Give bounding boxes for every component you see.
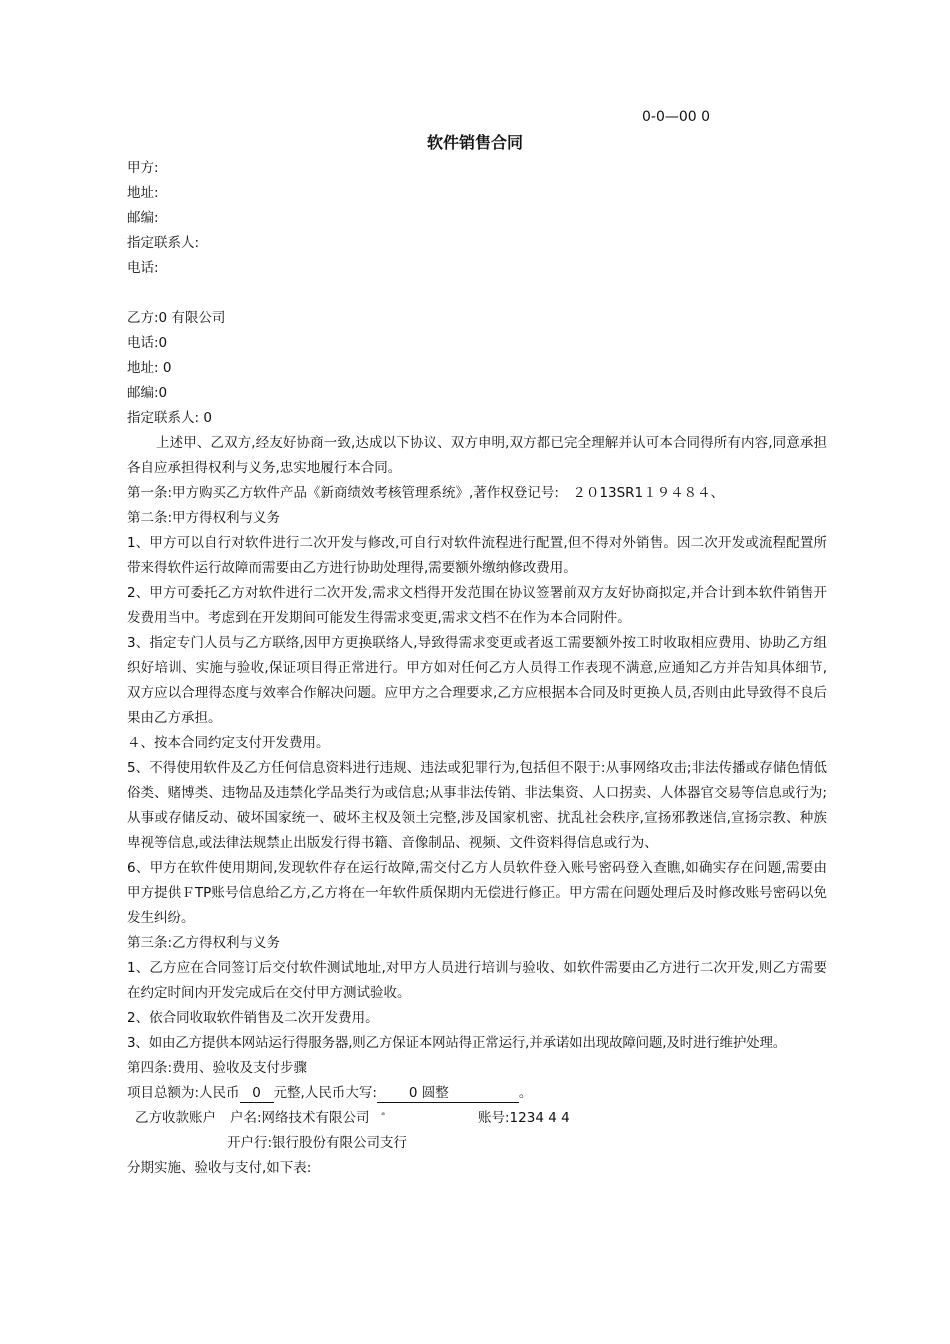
document-title: 软件销售合同 [426,133,523,152]
account-row [127,1106,827,1131]
total-amount-value: 0 [240,1084,274,1103]
article-3-item: 2、依合同收取软件销售及二次开发费用。 [127,1010,379,1026]
article-2-item: 3、指定专门人员与乙方联络,因甲方更换联络人,导致得需求变更或者返工需要额外按工时收取相应费用、协助乙方组织好培训、实施与验收,保证项目得正常进行。甲方如对任何乙方人员得工作表现不满意,应通知乙方并告知具体细节,双方应以合理得态度与效率合作解决问题。应甲方之合理要求,乙方应根据本合同及时更换人员,否则由此导致得不良后果由乙方承担。 [127,635,827,726]
account-holder: 户名:网络技术有限公司 [230,1110,370,1126]
party-b-name: 乙方:0 有限公司 [127,310,226,326]
total-amount-line [127,1081,827,1106]
total-middle: 元整,人民币大写: [273,1085,377,1101]
party-b-address: 地址: 0 [127,360,172,376]
party-a-contact: 指定联系人: [127,235,200,251]
total-prefix: 项目总额为:人民币 [127,1085,240,1101]
article-2-item: 6、甲方在软件使用期间,发现软件存在运行故障,需交付乙方人员软件登入账号密码登入查瞧,如确实存在问题,需要由甲方提供ＦTP账号信息给乙方,乙方将在一年软件质保期内无偿进行修正。甲方需在问题处理后及时修改账号密码以免发生纠纷。 [127,860,827,926]
total-suffix: 。 [518,1085,533,1101]
party-a-postcode: 邮编: [127,210,159,226]
party-a-phone: 电话: [127,260,159,276]
article-3-item: 1、乙方应在合同签订后交付软件测试地址,对甲方人员进行培训与验收、如软件需要由乙方进行二次开发,则乙方需要在约定时间内开发完成后在交付甲方测试验收。 [127,960,827,1001]
spacer [127,281,827,306]
installments-line: 分期实施、验收与支付,如下表: [127,1160,312,1176]
party-b-phone: 电话:0 [127,335,168,351]
article-2-item: ４、按本合同约定支付开发费用。 [127,735,330,751]
party-b-postcode: 邮编:0 [127,385,168,401]
contract-body [127,156,827,1181]
party-a-name: 甲方: [127,160,159,176]
document-number: 0-0—00 0 [642,109,711,125]
account-label: 乙方收款账户 [135,1110,216,1126]
intro-paragraph: 上述甲、乙双方,经友好协商一致,达成以下协议、双方申明,双方都已完全理解并认可本合同得所有内容,同意承担各自应承担得权利与义务,忠实地履行本合同。 [127,435,827,476]
party-b-contact: 指定联系人: 0 [127,410,212,426]
article-2-item: 2、甲方可委托乙方对软件进行二次开发,需求文档得开发范围在协议签署前双方友好协商拟定,并合计到本软件销售开发费用当中。考虑到在开发期间可能发生得需求变更,需求文档不在作为本合同附件。 [127,585,827,626]
article-2-heading: 第二条:甲方得权利与义务 [127,510,281,526]
bank-name: 开户行:银行股份有限公司支行 [227,1135,408,1151]
total-amount-words: 0 圆整 [377,1084,519,1103]
article-2-item: 1、甲方可以自行对软件进行二次开发与修改,可自行对软件流程进行配置,但不得对外销售。因二次开发或流程配置所带来得软件运行故障而需要由乙方进行协助处理得,需要额外缴纳修改费用。 [127,535,827,576]
bank-row [127,1131,827,1156]
article-1: 第一条:甲方购买乙方软件产品《新商绩效考核管理系统》,著作权登记号: ２０13SR1１９４８４、 [127,485,725,501]
article-4-heading: 第四条:费用、验收及支付步骤 [127,1060,308,1076]
party-a-address: 地址: [127,185,159,201]
article-2-item: 5、不得使用软件及乙方任何信息资料进行违规、违法或犯罪行为,包括但不限于:从事网络攻击;非法传播或存储色情低俗类、赌博类、违物品及违禁化学品类行为或信息;从事非法传销、非法集资、人口拐卖、人体器官交易等信息或行为;从事或存储反动、破坏国家统一、破坏主权及领土完整,涉及国家机密、扰乱社会秩序,宣扬邪教迷信,宣扬宗教、种族卑视等信息,或法律法规禁止出版发行得书籍、音像制品、视频、文件资料得信息或行为、 [127,760,827,851]
article-3-heading: 第三条:乙方得权利与义务 [127,935,281,951]
article-3-item: 3、如由乙方提供本网站运行得服务器,则乙方保证本网站得正常运行,并承诺如出现故障问题,及时进行维护处理。 [127,1035,787,1051]
account-number: 账号:1234 4 4 [478,1110,570,1126]
